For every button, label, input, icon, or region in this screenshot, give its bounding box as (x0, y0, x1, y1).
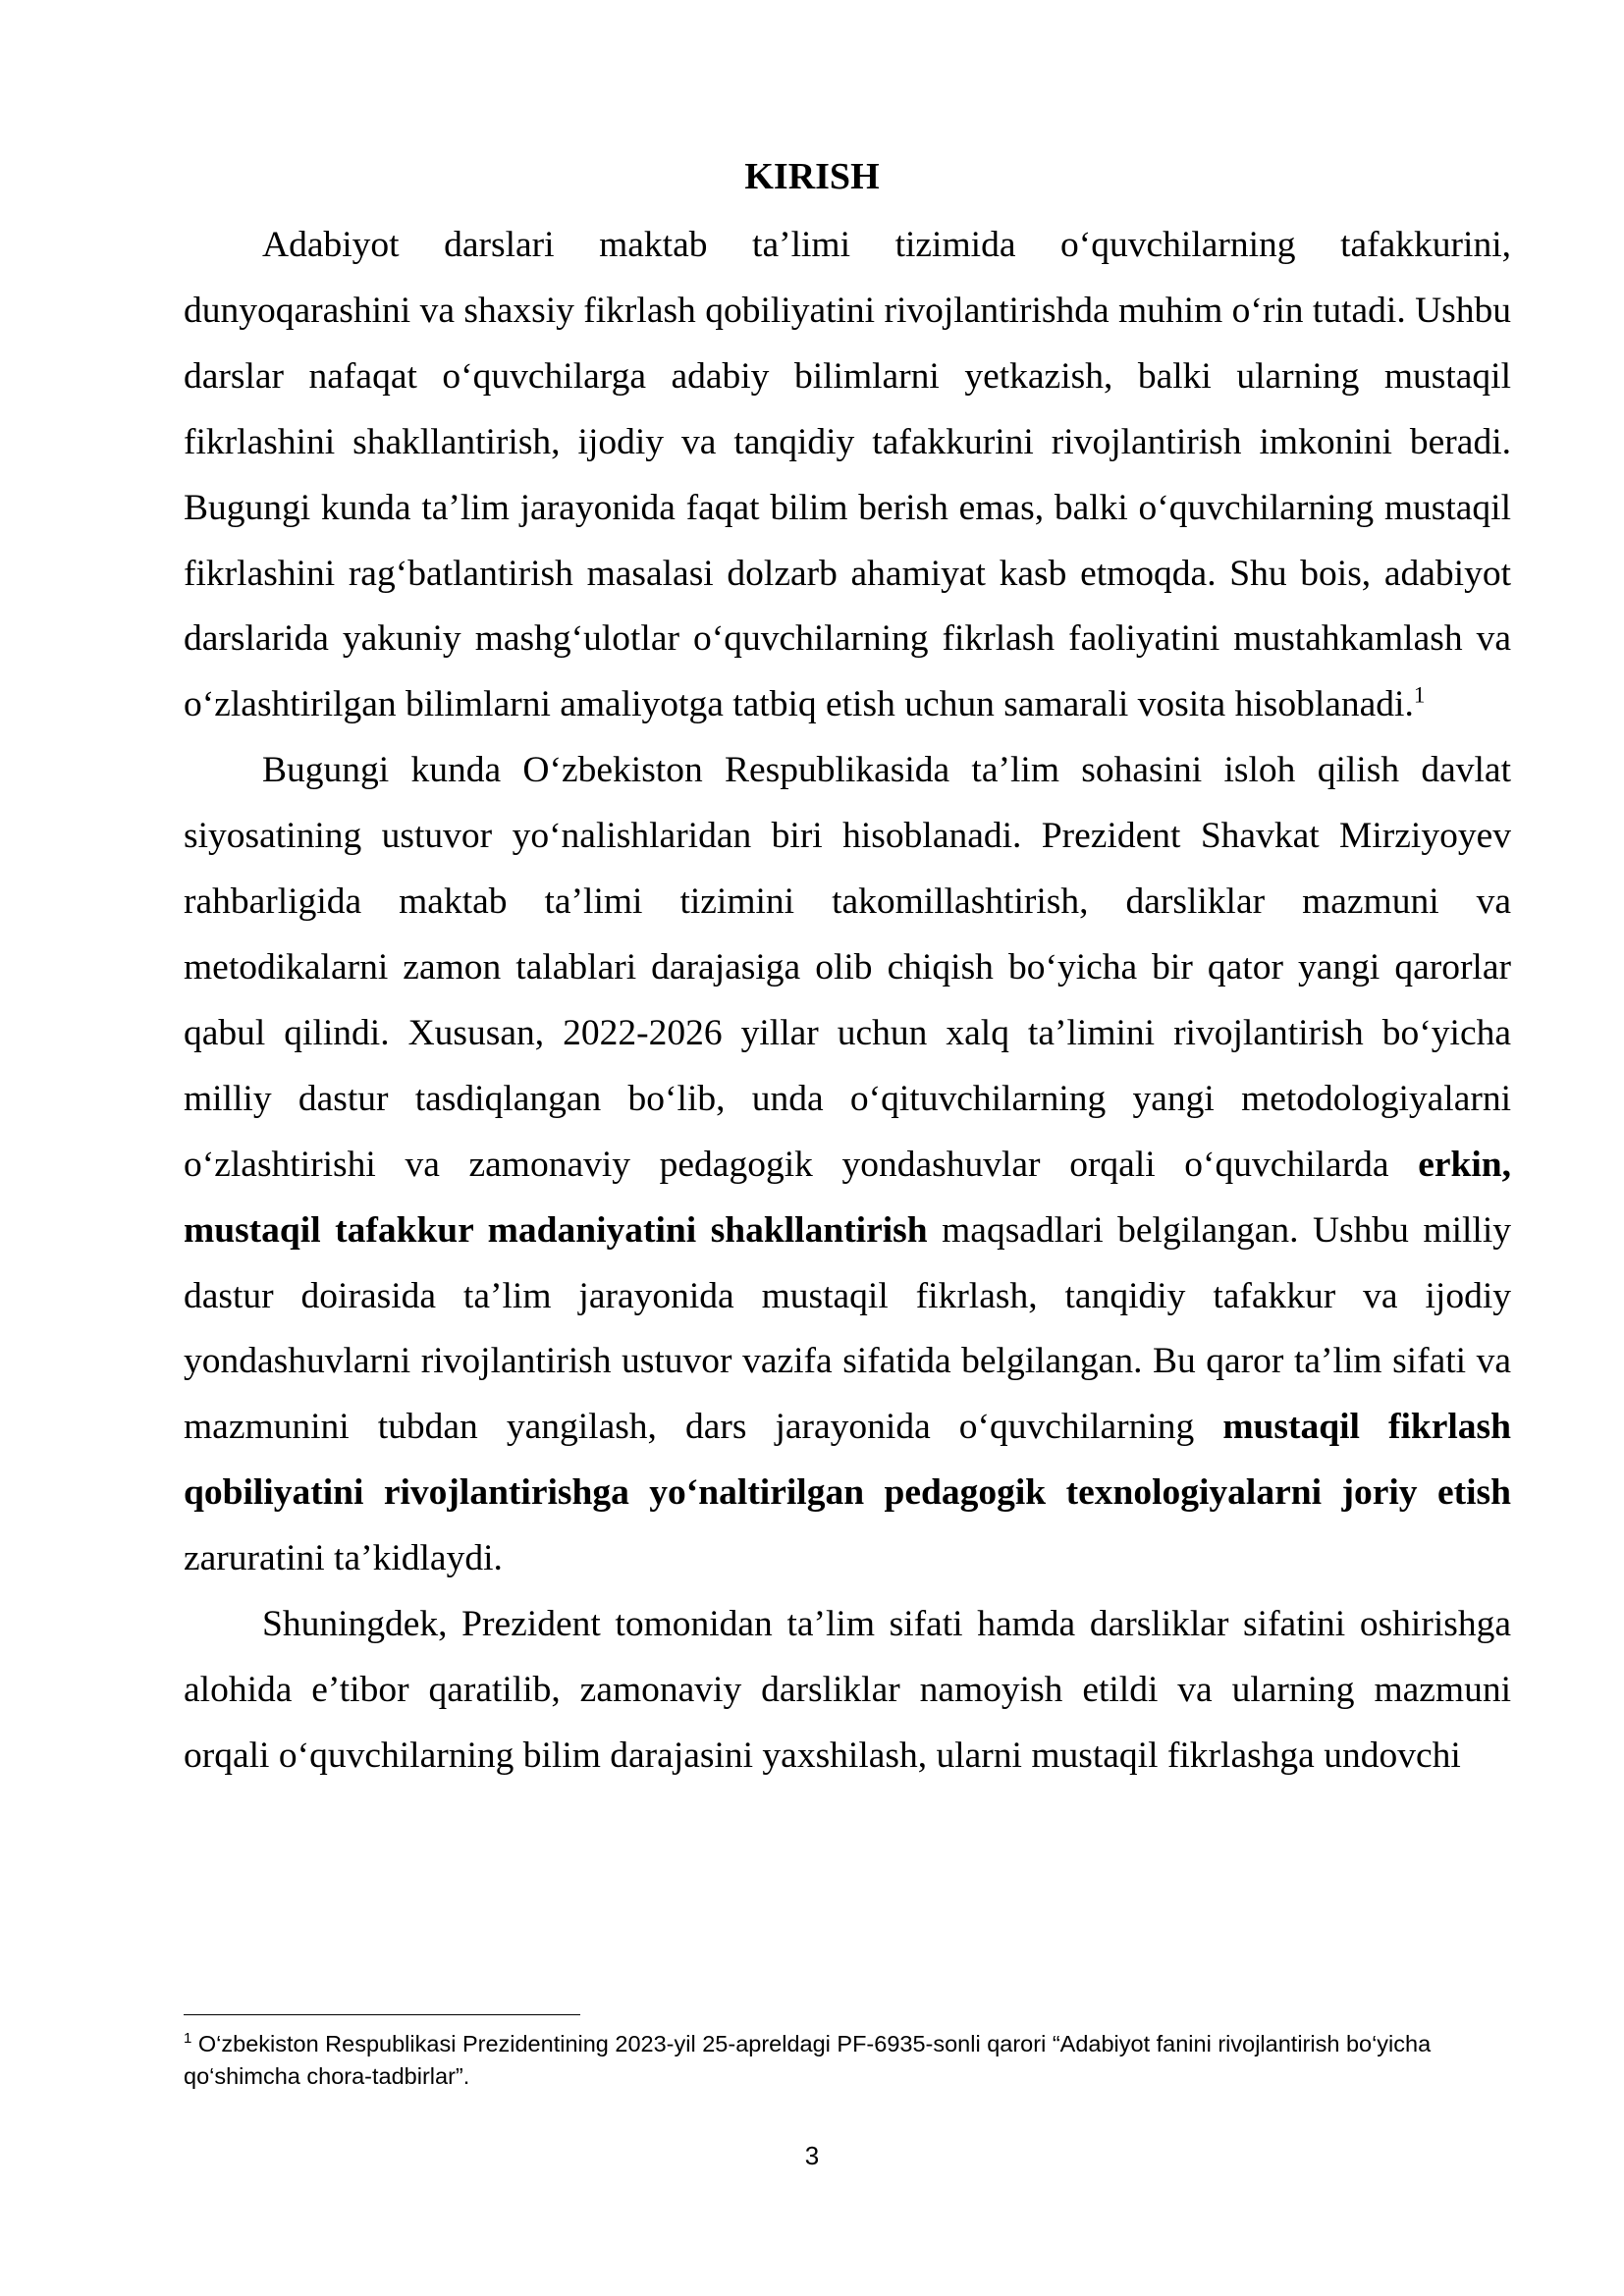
footnote (184, 2028, 1511, 2093)
text-run: zaruratini ta’kidlaydi. (184, 1538, 503, 1579)
paragraph-2 (184, 738, 1511, 1592)
footnote-separator (184, 2014, 580, 2015)
page-number: 3 (804, 2141, 820, 2170)
body-text (184, 213, 1511, 1789)
paragraph-1 (184, 213, 1511, 738)
text-run: Bugungi kunda O‘zbekiston Respublikasida ta’lim sohasini isloh qilish davlat siyosatining ustuvor yo‘nalishlaridan biri hisoblanadi. Prezident Shavkat Mirziyoyev rahbarligida maktab ta’limi tizimini takomillashtirish, darsliklar mazmuni va metodikalarni zamon talablari darajasiga olib chiqish bo‘yicha bir qator yangi qarorlar qabul qilindi. Xususan, 2022-2026 yillar uchun xalq ta’limini rivojlantirish bo‘yicha milliy dastur tasdiqlangan bo‘lib, unda o‘qituvchilarning yangi metodologiyalarni o‘zlashtirishi va zamonaviy pedagogik yondashuvlar orqali o‘quvchilarda (184, 750, 1511, 1185)
paragraph-3 (184, 1592, 1511, 1789)
bold-text-run: erkin, mustaqil tafakkur madaniyatini shakllantirish (184, 1144, 1511, 1251)
page-title: KIRISH (744, 156, 880, 197)
bold-text-run: mustaqil fikrlash qobiliyatini rivojlantirishga yo‘naltirilgan pedagogik texnologiyalarni joriy etish (184, 1407, 1511, 1514)
footnote-marker: 1 (184, 2030, 192, 2048)
text-run: Adabiyot darslari maktab ta’limi tizimida o‘quvchilarning tafakkurini, dunyoqarashini va shaxsiy fikrlash qobiliyatini rivojlantirishda muhim o‘rin tutadi. Ushbu darslar nafaqat o‘quvchilarga adabiy bilimlarni yetkazish, balki ularning mustaqil fikrlashini shakllantirish, ijodiy va tanqidiy tafakkurini rivojlantirish imkonini beradi. Bugungi kunda ta’lim jarayonida faqat bilim berish emas, balki o‘quvchilarning mustaqil fikrlashini rag‘batlantirish masalasi dolzarb ahamiyat kasb etmoqda. Shu bois, adabiyot darslarida yakuniy mashg‘ulotlar o‘quvchilarning fikrlash faoliyatini mustahkamlash va o‘zlashtirilgan bilimlarni amaliyotga tatbiq etish uchun samarali vosita hisoblanadi. (184, 225, 1511, 725)
text-run: Shuningdek, Prezident tomonidan ta’lim sifati hamda darsliklar sifatini oshirishga alohida e’tibor qaratilib, zamonaviy darsliklar namoyish etildi va ularning mazmuni orqali o‘quvchilarning bilim darajasini yaxshilash, ularni mustaqil fikrlashga undovchi (184, 1604, 1511, 1776)
footnote-text: O‘zbekiston Respublikasi Prezidentining 2023-yil 25-apreldagi PF-6935-sonli qarori “Adabiyot fanini rivojlantirish bo‘yicha qo‘shimcha chora-tadbirlar”. (184, 2031, 1432, 2089)
footnote-reference[interactable]: 1 (1413, 682, 1426, 708)
text-run: maqsadlari belgilangan. Ushbu milliy dastur doirasida ta’lim jarayonida mustaqil fikrlash, tanqidiy tafakkur va ijodiy yondashuvlarni rivojlantirish ustuvor vazifa sifatida belgilangan. Bu qaror ta’lim sifati va mazmunini tubdan yangilash, dars jarayonida o‘quvchilarning (184, 1209, 1512, 1448)
